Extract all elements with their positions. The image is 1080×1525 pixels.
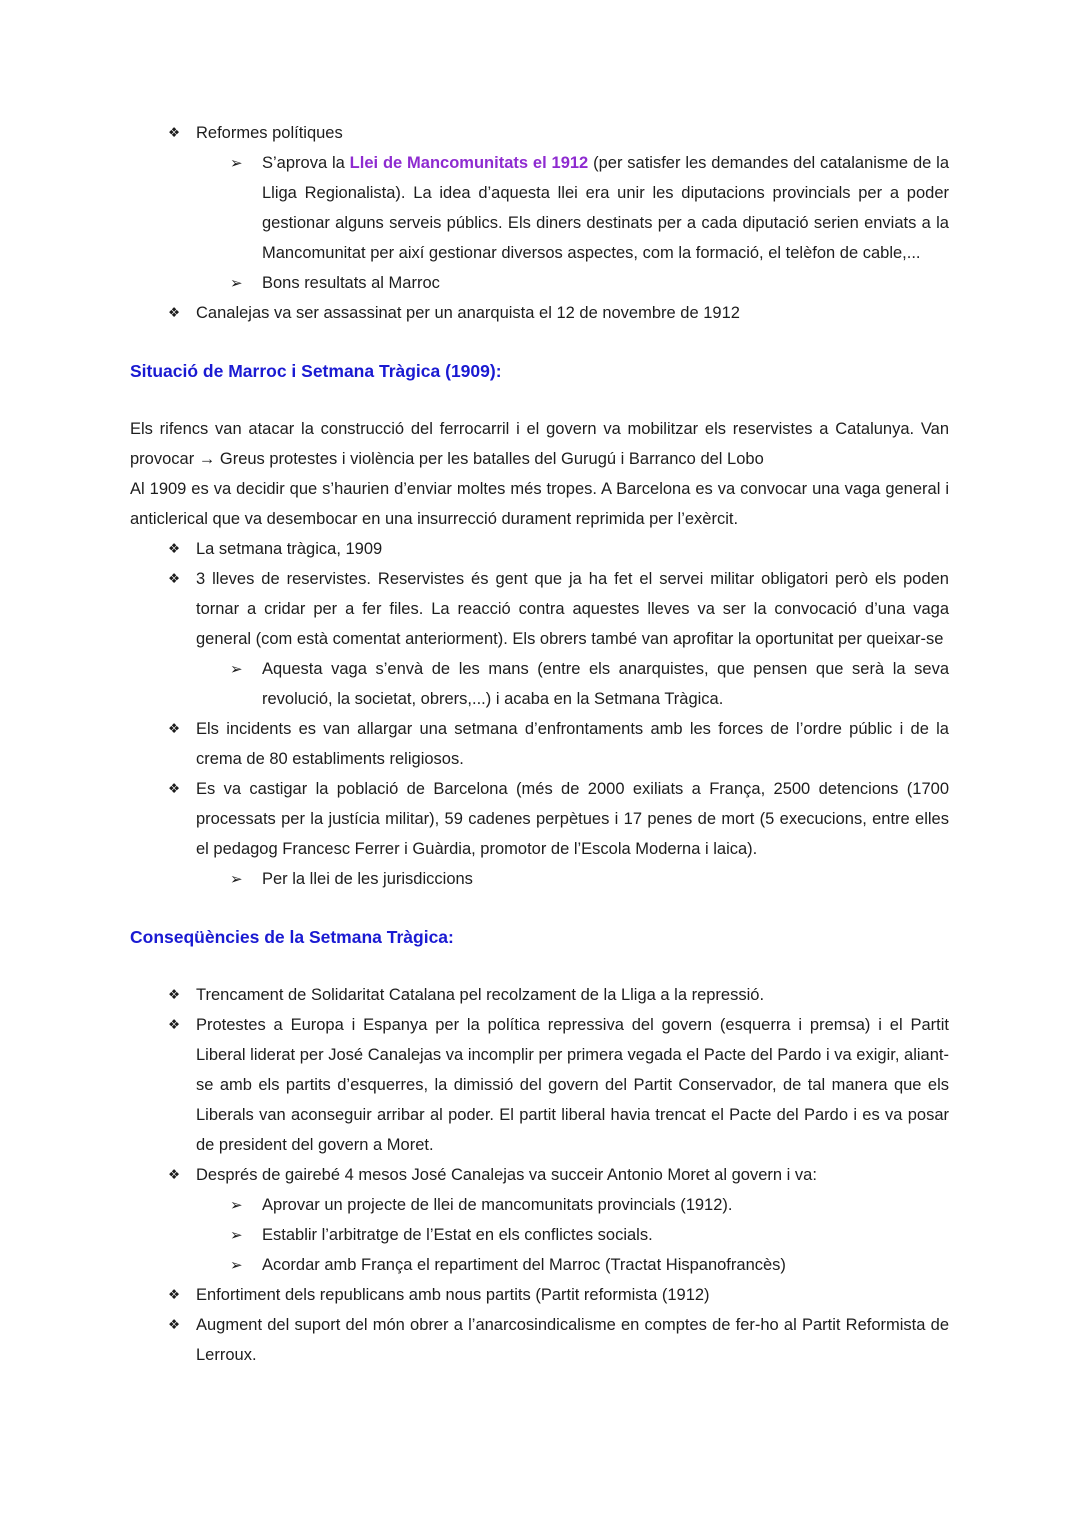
diamond-bullet-icon: ❖ [168,781,181,797]
diamond-bullet-icon: ❖ [168,541,181,557]
list-item [130,1220,949,1250]
diamond-bullet-icon: ❖ [168,1167,181,1183]
text-run: Bons resultats al Marroc [262,274,440,292]
list-item-text [262,654,949,714]
diamond-bullet-icon: ❖ [168,987,181,1003]
text-run: Acordar amb França el repartiment del Marroc (Tractat Hispanofrancès) [262,1256,786,1274]
list-item-text [196,980,949,1010]
document-body [130,118,949,1370]
list-item [130,1160,949,1190]
text-run: Després de gairebé 4 mesos José Canalejas va succeir Antonio Moret al govern i va: [196,1166,817,1184]
list-item-text [196,534,949,564]
list-item-text [196,1160,949,1190]
paragraph [130,414,949,534]
list-item-text [262,1190,949,1220]
list-item [130,1190,949,1220]
diamond-bullet-icon: ❖ [168,571,181,587]
list-item [130,774,949,864]
list-item [130,654,949,714]
text-run: Canalejas va ser assassinat per un anarquista el 12 de novembre de 1912 [196,304,740,322]
list-item-text [262,268,949,298]
arrow-bullet-icon: ➢ [230,660,243,678]
text-run: 3 lleves de reservistes. Reservistes és gent que ja ha fet el servei militar obligatori però els poden tornar a cridar per a fer files. La reacció contra aquestes lleves va ser la convocació d’una vaga general (com està comentat anteriorment). Els obrers també van aprofitar la oportunitat per queixar-se [196,570,949,648]
text-run: S’aprova la [262,154,350,172]
diamond-bullet-icon: ❖ [168,305,181,321]
list-item [130,534,949,564]
list-item [130,864,949,894]
list-item [130,1250,949,1280]
text-run: Els incidents es van allargar una setmana d’enfrontaments amb les forces de l’ordre públic i de la crema de 80 establiments religiosos. [196,720,949,768]
text-run: Aprovar un projecte de llei de mancomunitats provincials (1912). [262,1196,733,1214]
list-item [130,714,949,774]
list-item-text [196,1280,949,1310]
list-item-text [262,148,949,268]
list-item-text [262,1220,949,1250]
list-item-text [196,118,949,148]
text-run: Enfortiment dels republicans amb nous partits (Partit reformista (1912) [196,1286,710,1304]
text-run: Es va castigar la població de Barcelona (més de 2000 exiliats a França, 2500 detencions (1700 processats per la justícia militar), 59 cadenes perpètues i 17 penes de mort (5 execucions, entre elles el pedagog Francesc Ferrer i Guàrdia, promotor de l’Escola Moderna i laica). [196,780,949,858]
arrow-bullet-icon: ➢ [230,154,243,172]
list-item [130,1280,949,1310]
text-run: Per la llei de les jurisdiccions [262,870,473,888]
arrow-bullet-icon: ➢ [230,274,243,292]
text-run: La setmana tràgica, 1909 [196,540,383,558]
diamond-bullet-icon: ❖ [168,1287,181,1303]
list-item-text [196,298,949,328]
list-item [130,980,949,1010]
list-item [130,564,949,654]
list-item [130,148,949,268]
list-item-text [262,864,949,894]
text-run: Al 1909 es va decidir que s’haurien d’enviar moltes més tropes. A Barcelona es va convocar una vaga general i anticlerical que va desembocar en una insurrecció durament reprimida per l’exèrcit. [130,480,949,528]
diamond-bullet-icon: ❖ [168,721,181,737]
arrow-bullet-icon: ➢ [230,1256,243,1274]
list-item [130,1310,949,1370]
highlighted-text: Llei de Mancomunitats el 1912 [349,154,589,172]
text-run: Aquesta vaga s’envà de les mans (entre els anarquistes, que pensen que serà la seva revolució, la societat, obrers,...) i acaba en la Setmana Tràgica. [262,660,949,708]
text-run: (per satisfer les demandes del catalanisme de la Lliga Regionalista). La idea d’aquesta llei era unir les diputacions provincials per a poder gestionar alguns serveis públics. Els diners destinats per a cada diputació serien enviats a la Mancomunitat per així gestionar diversos aspectes, com la formació, el telèfon de cable,... [262,154,949,262]
diamond-bullet-icon: ❖ [168,1017,181,1033]
list-item-text [262,1250,949,1280]
list-item [130,118,949,148]
text-run: Els rifencs van atacar la construcció del ferrocarril i el govern va mobilitzar els reservistes a Catalunya. Van provocar → Greus protestes i violència per les batalles del Gurugú i Barranco del Lobo [130,420,949,468]
arrow-bullet-icon: ➢ [230,1196,243,1214]
list-item [130,1010,949,1160]
diamond-bullet-icon: ❖ [168,1317,181,1333]
list-item-text [196,1010,949,1160]
text-run: Establir l’arbitratge de l’Estat en els conflictes socials. [262,1226,653,1244]
list-item-text [196,714,949,774]
section-heading: Situació de Marroc i Setmana Tràgica (1909): [130,361,502,381]
arrow-bullet-icon: ➢ [230,1226,243,1244]
section-heading: Conseqüències de la Setmana Tràgica: [130,927,454,947]
text-run: Protestes a Europa i Espanya per la política repressiva del govern (esquerra i premsa) i el Partit Liberal liderat per José Canalejas va incomplir per primera vegada el Pacte del Pardo i va exigir, aliant-se amb els partits d’esquerres, la dimissió del govern del Partit Conservador, de tal manera que els Liberals van aconseguir arribar al poder. El partit liberal havia trencat el Pacte del Pardo i es va posar de president del govern a Moret. [196,1016,949,1154]
text-run: Augment del suport del món obrer a l’anarcosindicalisme en comptes de fer-ho al Partit Reformista de Lerroux. [196,1316,949,1364]
list-item-text [196,774,949,864]
arrow-bullet-icon: ➢ [230,870,243,888]
list-item [130,268,949,298]
list-item-text [196,1310,949,1370]
text-run: Trencament de Solidaritat Catalana pel recolzament de la Lliga a la repressió. [196,986,765,1004]
diamond-bullet-icon: ❖ [168,125,181,141]
text-run: Reformes polítiques [196,124,343,142]
list-item [130,298,949,328]
list-item-text [196,564,949,654]
